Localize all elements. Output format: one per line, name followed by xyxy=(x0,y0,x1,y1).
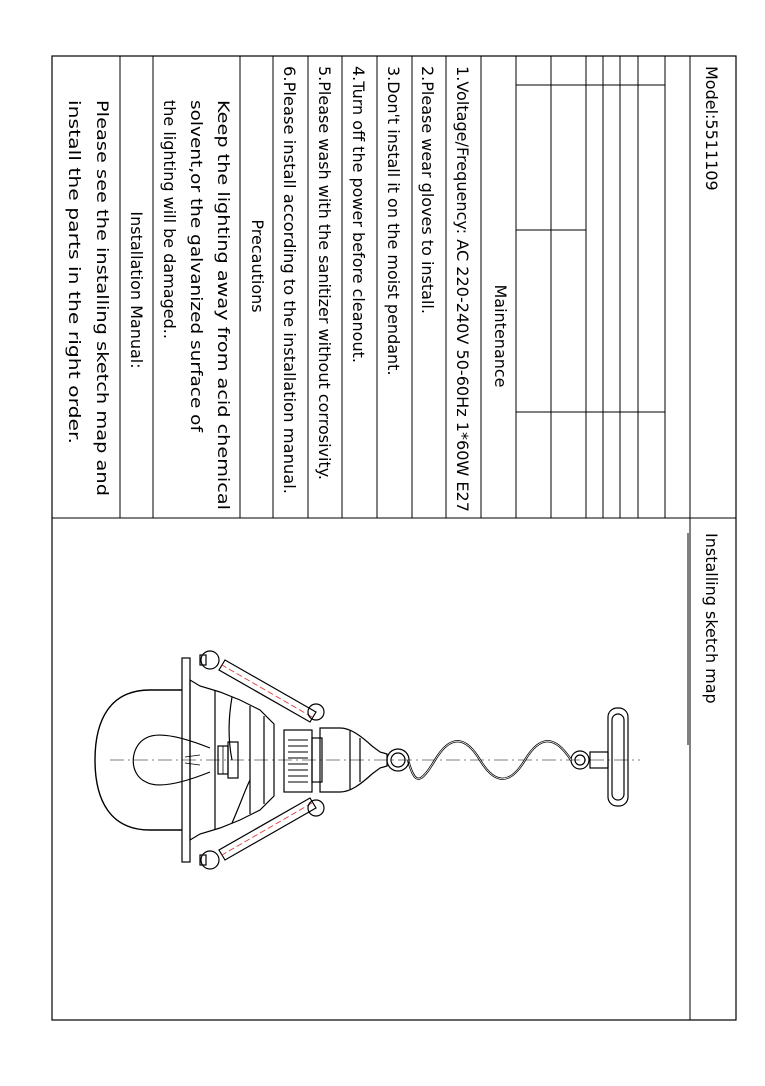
precautions-line-2: solvent,or the galvanized surface of xyxy=(187,100,206,388)
maintenance-item-5: 5.Please wash with the sanitizer without corrosivity. xyxy=(315,66,334,480)
lamp-sketch xyxy=(95,651,640,869)
maintenance-item-3: 3.Don't install it on the moist pendant. xyxy=(384,66,403,376)
precautions-line-1: Keep the lighting away from acid chemical xyxy=(214,100,233,441)
maintenance-item-4: 4.Turn off the power before cleanout. xyxy=(349,66,368,363)
maintenance-heading: Maintenance xyxy=(491,284,510,388)
model-number: Model:5511109 xyxy=(702,66,721,191)
installation-heading: Installation Manual: xyxy=(127,211,146,369)
maintenance-item-6: 6.Please install according to the installation manual. xyxy=(280,66,299,486)
precautions-line-3: the lighting will be damaged.. xyxy=(160,100,179,339)
precautions-heading: Precautions xyxy=(248,219,267,313)
installation-line-1: Please see the installing sketch map and xyxy=(93,100,112,428)
maintenance-item-2: 2.Please wear gloves to install. xyxy=(418,66,437,314)
ceiling-canopy-icon xyxy=(571,708,628,806)
sketch-title: Installing sketch map xyxy=(702,533,721,704)
maintenance-item-1: 1.Voltage/Frequency: AC 220-240V 50-60Hz 1*60W E27 xyxy=(453,66,472,511)
installation-line-2: install the parts in the right order. xyxy=(65,100,84,371)
